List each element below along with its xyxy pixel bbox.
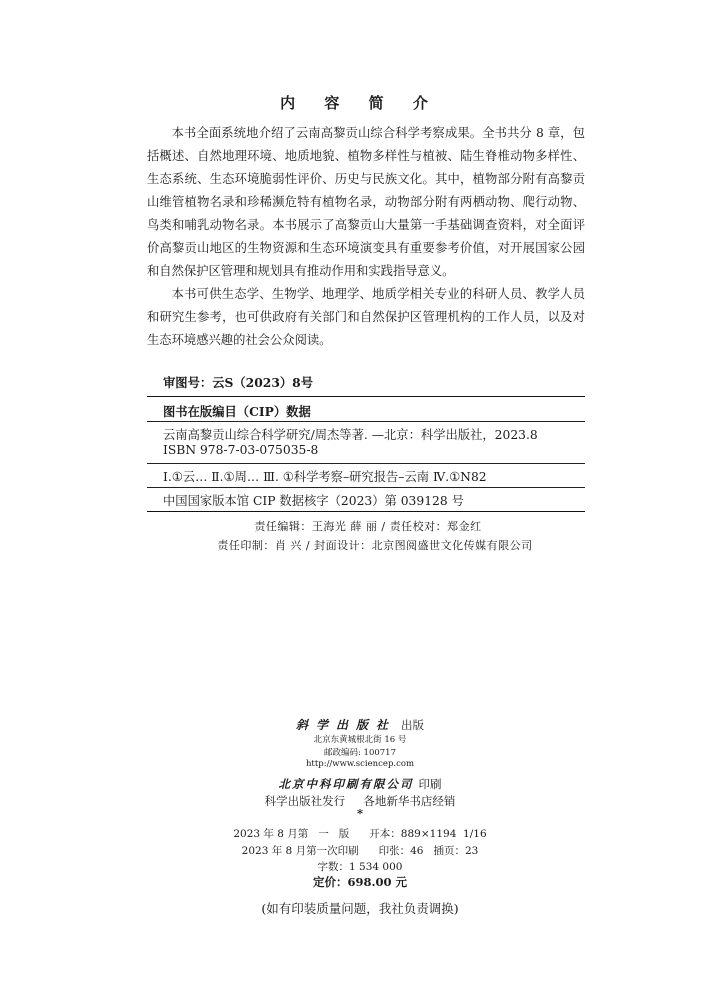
quality-notice: (如有印装质量问题，我社负责调换) [261,901,459,916]
printer-logo: 北京中科印刷有限公司 [278,777,414,791]
edition-line: 2023 年 8 月第 一 版 开本：889×1194 1/16 [233,828,487,840]
publisher-line [0,714,720,733]
distribution-line: 科学出版社发行 各地新华书店经销 [264,794,456,808]
divider [147,487,585,488]
divider [147,421,585,422]
price: 定价：698.00 元 [312,875,407,889]
divider [147,396,585,397]
map-review-number: 审图号：云S（2023）8号 [163,375,314,390]
intro-title: 内 容 简 介 [280,94,440,112]
divider [147,463,585,464]
cip-isbn: ISBN 978-7-03-075035-8 [163,443,319,457]
production-credits: 责任印制：肖 兴 / 封面设计：北京图阅盛世文化传媒有限公司 [217,539,533,552]
cip-classification: Ⅰ.①云… Ⅱ.①周… Ⅲ. ①科学考察–研究报告–云南 Ⅳ.①N82 [163,470,487,484]
word-count: 字数：1 534 000 [317,861,403,873]
cip-heading: 图书在版编目（CIP）数据 [163,404,311,419]
divider [147,511,585,512]
intro-body [147,122,585,352]
publisher-suffix: 出版 [401,718,425,732]
printer-suffix: 印刷 [418,777,442,791]
cip-record: 云南高黎贡山综合科学研究/周杰等著. —北京：科学出版社，2023.8 [163,428,538,442]
intro-paragraph: 本书可供生态学、生物学、地理学、地质学相关专业的科研人员、教学人员和研究生参考，也可供政府有关部门和自然保护区管理机构的工作人员，以及对生态环境感兴趣的社会公众阅读。 [147,287,585,347]
printer-line [0,773,720,792]
asterisk: * [356,806,363,820]
publisher-address: 北京东黄城根北街 16 号 [313,735,407,745]
publisher-url: http://www.sciencep.com [305,759,415,769]
intro-paragraph: 本书全面系统地介绍了云南高黎贡山综合科学考察成果。全书共分 8 章，包括概述、自然地理环境、地质地貌、植物多样性与植被、陆生脊椎动物多样性、生态系统、生态环境脆弱性评价、历史与民族文化。其中，植物部分附有高黎贡山维管植物名录和珍稀濒危特有植物名录，动物部分附有两栖动物、爬行动物、鸟类和哺乳动物名录。本书展示了高黎贡山大量第一手基础调查资料，对全面评价高黎贡山地区的生物资源和生态环境演变具有重要参考价值，对开展国家公园和自然保护区管理和规划具有推动作用和实践指导意义。 [147,126,585,278]
editor-credits: 责任编辑：王海光 薛 丽 / 责任校对：郑金红 [254,520,482,533]
printing-line: 2023 年 8 月第一次印刷 印张：46 插页：23 [241,845,479,857]
postcode: 邮政编码: 100717 [323,748,396,758]
publisher-logo: 斜学出版社 [295,718,396,732]
cip-library-number: 中国国家版本馆 CIP 数据核字（2023）第 039128 号 [163,494,464,508]
